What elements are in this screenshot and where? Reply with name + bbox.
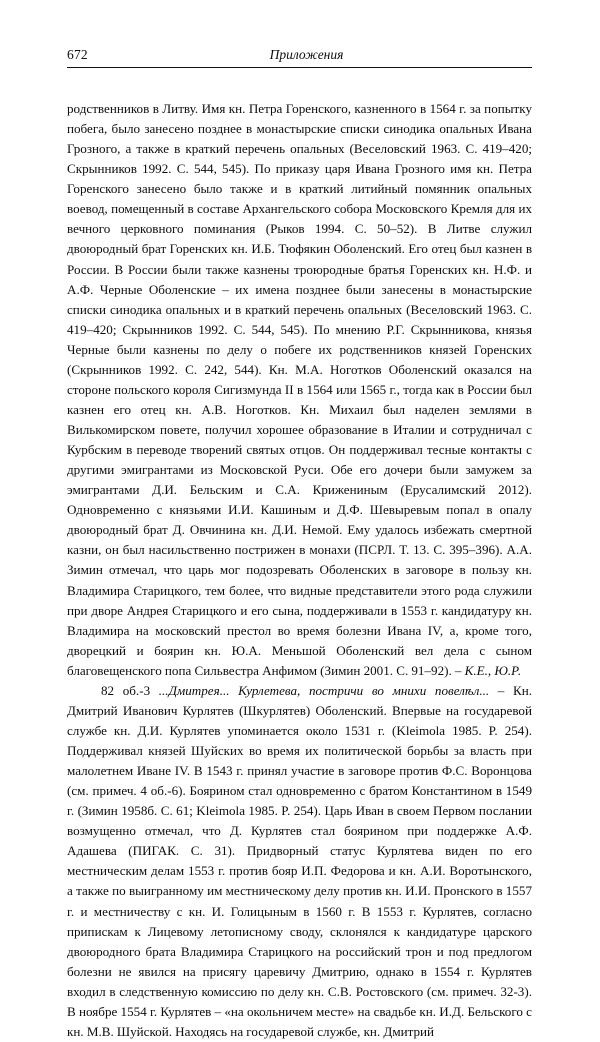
text-run-roman: родственников в Литву. Имя кн. Петра Горенского, казненного в 1564 г. за попытку побега, было занесено позднее в монастырские списки синодика опальных Ивана Грозного, а также в краткий перечень опальных (Веселовский 1963. С. 419–420; Скрынников 1992. С. 544, 545). По приказу царя Ивана Грозного имя кн. Петра Горенского занесено было также и в краткий литийный помянник опальных воевод, помещенный в составе Архангельского собора Московского Кремля для их вечного церковного поминания (Рыков 1994. С. 50–52). В Литве служил двоюродный брат Горенских кн. И.Б. Тюфякин Оболенский. Его отец был казнен в России. В России были также казнены троюродные братья Горенских кн. Н.Ф. и А.Ф. Черные Оболенские – их имена позднее были занесены в монастырские списки синодика опальных и в краткий перечень опальных (Веселовский 1963. С. 419–420; Скрынников 1992. С. 544, 545). По мнению Р.Г. Скрынникова, князья Черные были казнены по делу о побеге их родственников князей Горенских (Скрынников 1992. С. 242, 544). Кн. М.А. Ноготков Оболенский оказался на стороне польского короля Сигизмунда II в 1564 или 1565 г., тогда как в России был казнен его отец кн. А.В. Ноготков. Кн. Михаил был наделен землями в Вилькомирском повете, получил хорошее образование в Италии и сотрудничал с Курбским в переводе творений святых отцов. Он поддерживал тесные контакты с другими эмигрантами из Московской Руси. Обе его дочери были замужем за эмигрантами Д.И. Бельским и С.А. Крижениным (Ерусалимский 2012). Одновременно с князьями И.И. Кашиным и Д.Ф. Шевыревым попал в опалу двоюродный брат Д. Овчинина кн. Д.И. Немой. Ему удалось избежать смертной казни, он был насильственно пострижен в монахи (ПСРЛ. Т. 13. С. 395–396). А.А. Зимин отмечал, что царь мог подозревать Оболенских в заговоре в пользу кн. Владимира Старицкого, тем более, что видные представители этого рода служили при дворе Андрея Старицкого и его сына, поддерживали в 1553 г. кандидатуру кн. Владимира на московский престол во время болезни Ивана IV, а, кроме того, дворецкий и боярин кн. Ю.А. Меньшой Оболенский вел дела с сыном благовещенского попа Сильвестра Анфимом (Зимин 2001. С. 91–92). – — [67, 101, 532, 678]
paragraph-gorensky — [67, 99, 532, 681]
page-number: 672 — [67, 47, 88, 62]
running-head — [67, 46, 532, 68]
text-run-italic: ...Дмитрея... Курлетева, постричи во мнихи повелѣл... — [158, 682, 490, 698]
text-run-roman: – Кн. Дмитрий Иванович Курлятев (Шкурлятев) Оболенский. Впервые на государевой службе кн. Д.И. Курлятев упоминается около 1531 г. (Kleimola 1985. P. 254). Поддерживал князей Шуйских во время их политической борьбы за власть при малолетнем Иване IV. В 1543 г. принял участие в заговоре против Ф.С. Воронцова (см. примеч. 4 об.-6). Боярином стал одновременно с братом Константином в 1549 г. (Зимин 1958б. С. 61; Kleimola 1985. P. 254). Царь Иван в своем Первом послании возмущенно отмечал, что Д. Курлятев стал боярином при поддержке А.Ф. Адашева (ПИГАК. С. 31). Придворный статус Курлятева виден по его местническим делам 1553 г. против бояр И.П. Федорова и кн. А.И. Воротынского, а также по выигранному им местническому делу против кн. И.И. Пронского в 1557 г. и местничеству с кн. И. Голицыным в 1560 г. В 1553 г. Курлятев, согласно припискам к Лицевому летописному своду, склонялся к кандидатуре царского двоюродного брата Владимира Старицкого на российский трон и под предлогом болезни не явился на присягу царевичу Дмитрию, однако в 1554 г. Курлятев входил в следственную комиссию по делу кн. С.В. Ростовского (см. примеч. 32-3). В ноябре 1554 г. Курлятев – «на окольничем месте» на свадьбе кн. И.Д. Бельского с кн. М.В. Шуйской. Находясь на государевой службе, кн. Дмитрий — [67, 682, 532, 1039]
header-divider-rule — [67, 67, 532, 68]
body-text — [67, 99, 532, 1042]
running-head-title: Приложения — [269, 47, 344, 62]
text-run-italic: К.Е., Ю.Р. — [464, 662, 522, 678]
text-run-roman: 82 об.-3 — [101, 682, 159, 698]
page-content — [67, 46, 532, 1042]
paragraph-kurlyatev — [67, 681, 532, 1042]
